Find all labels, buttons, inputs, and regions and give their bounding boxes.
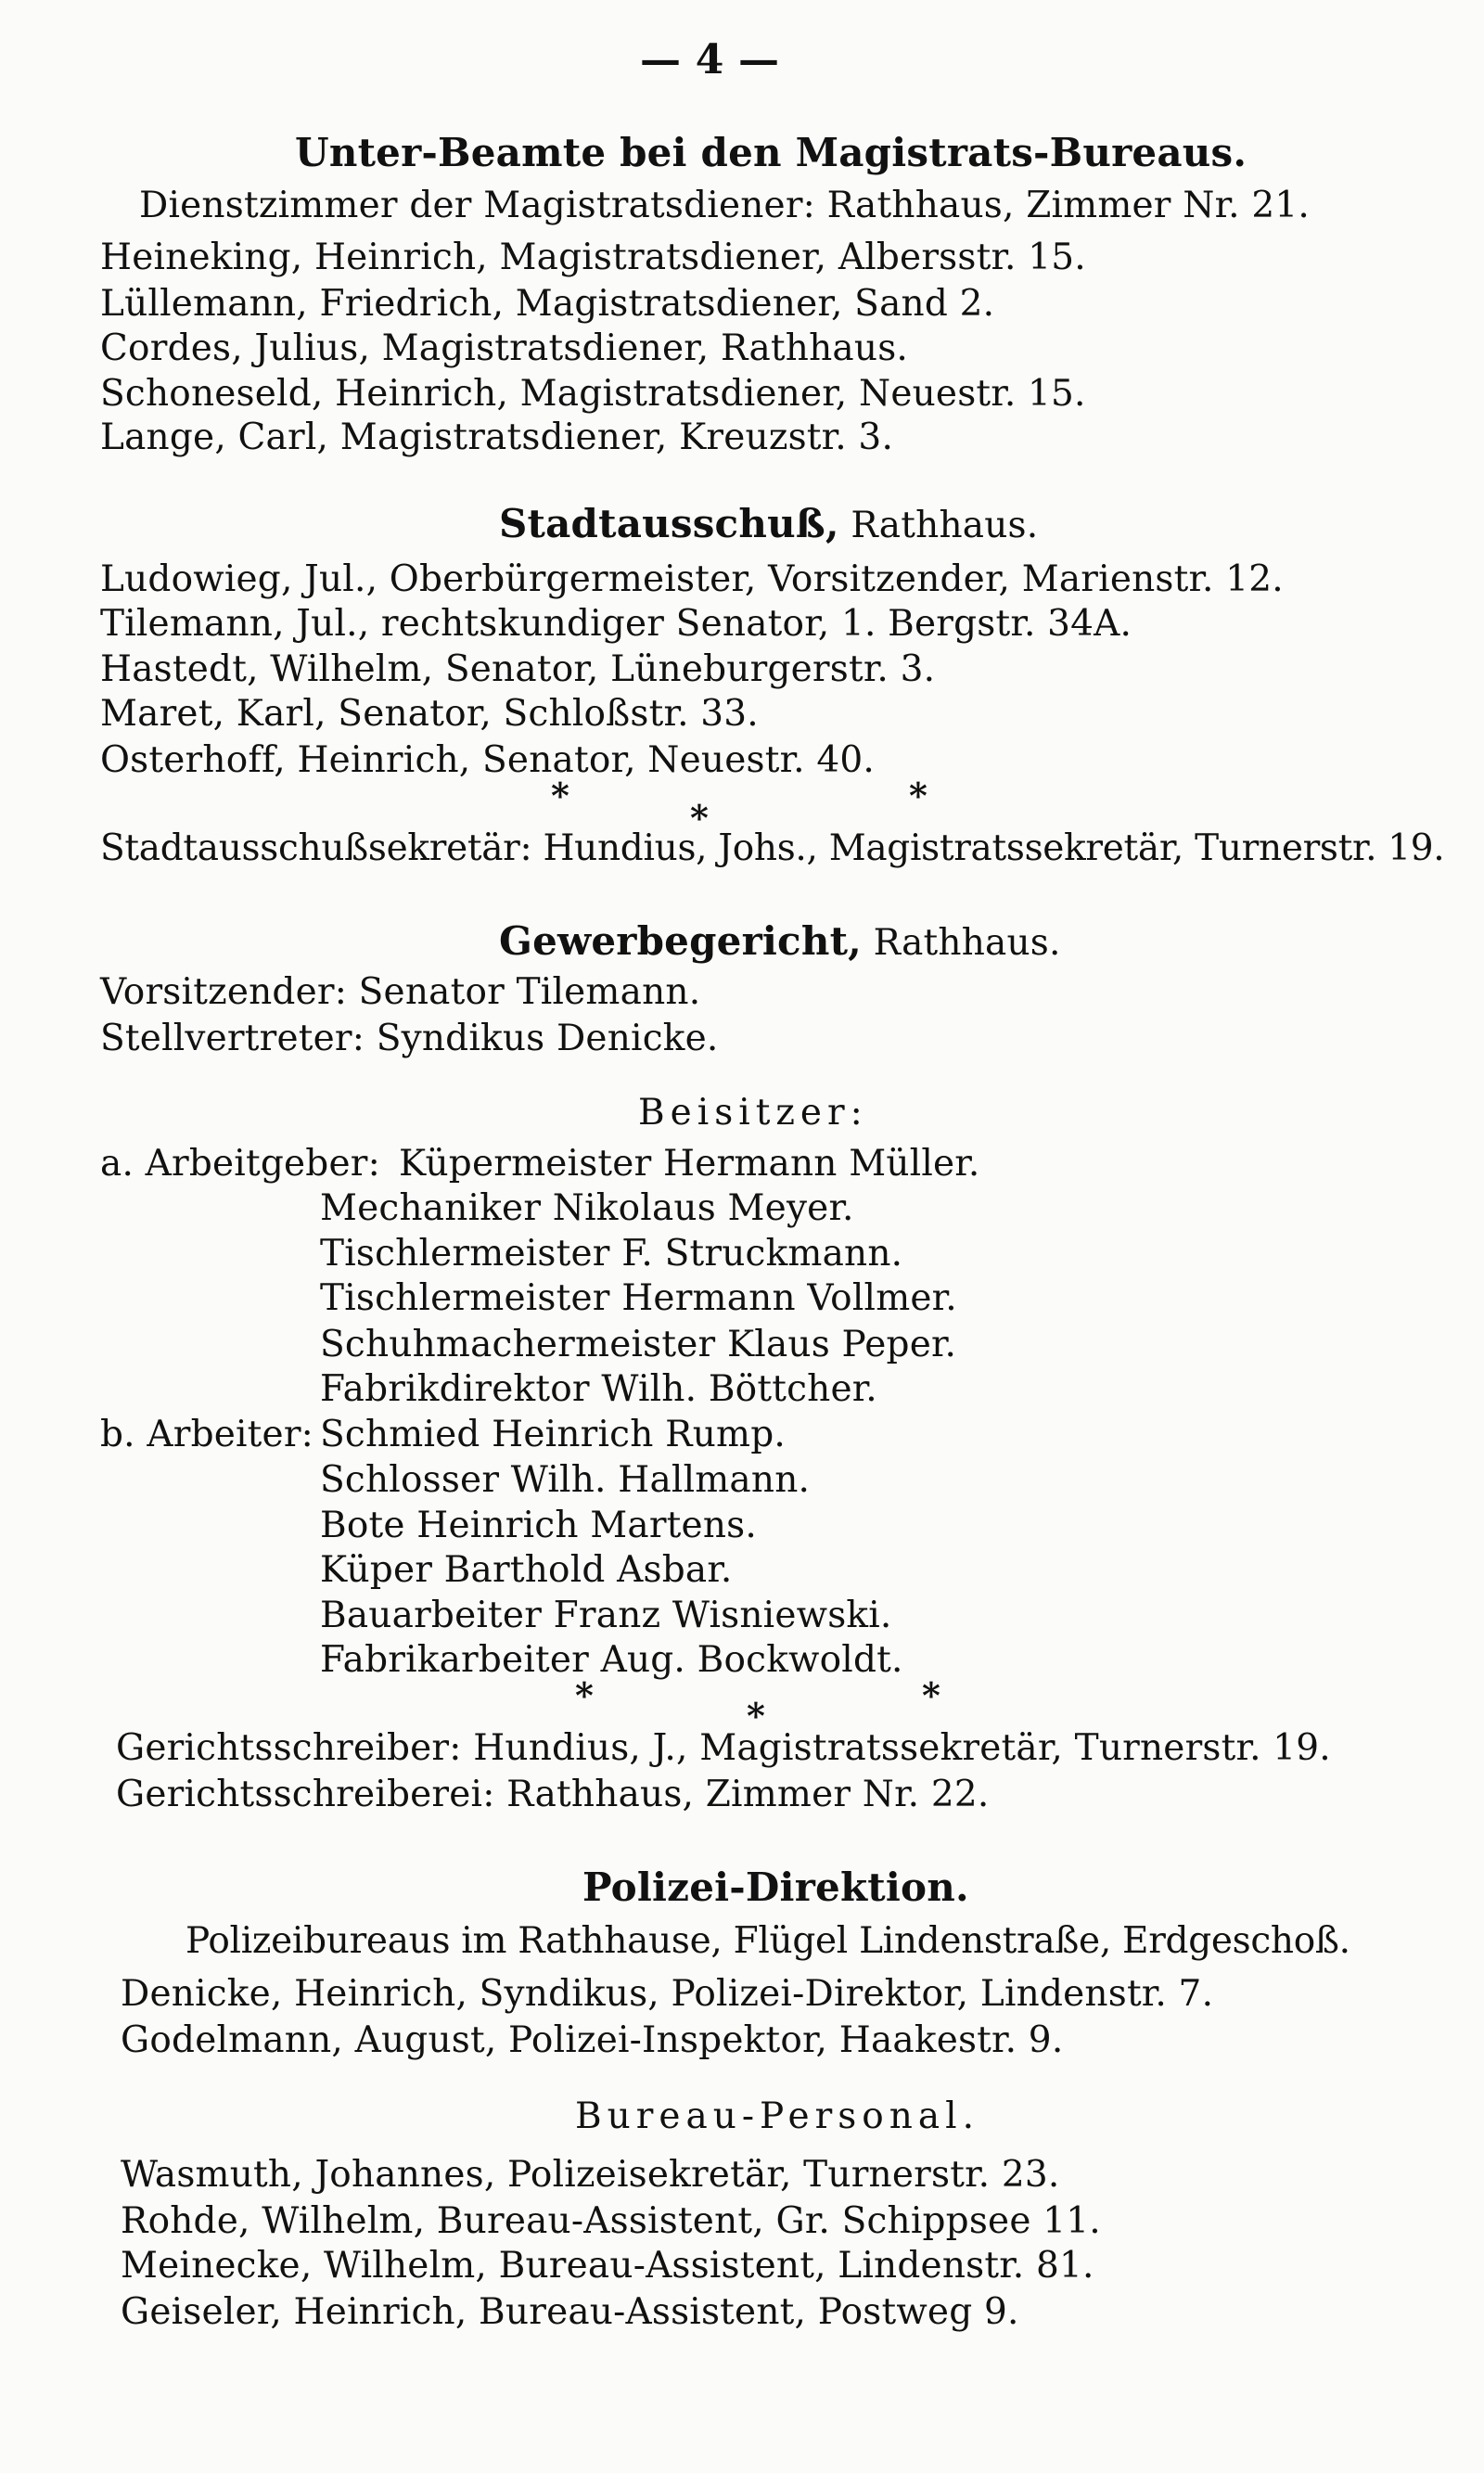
section-title-polizei: Polizei-Direktion.	[582, 1864, 969, 1910]
subsection-title-bureau-personal: Bureau-Personal.	[575, 2095, 979, 2137]
list-item: Geiseler, Heinrich, Bureau-Assistent, Postweg 9.	[121, 2291, 1019, 2333]
asterisk: *	[922, 1674, 940, 1716]
section-title-suffix: Rathhaus.	[873, 922, 1061, 964]
asterisk: *	[747, 1695, 765, 1736]
arbeitgeber-label: a. Arbeitgeber:	[100, 1143, 380, 1185]
text-line: Polizeibureaus im Rathhause, Flügel Lindenstraße, Erdgeschoß.	[186, 1920, 1350, 1962]
text-line: Heineking, Heinrich, Magistratsdiener, Albersstr. 15.	[100, 237, 1086, 278]
list-item: Küper Barthold Asbar.	[320, 1549, 733, 1591]
section-title-gewerbegericht: Gewerbegericht,	[499, 918, 862, 964]
list-item: Fabrikdirektor Wilh. Böttcher.	[320, 1368, 877, 1410]
text-line: Lange, Carl, Magistratsdiener, Kreuzstr. 3.	[100, 416, 894, 458]
text-line: Gerichtsschreiberei: Rathhaus, Zimmer Nr. 22.	[116, 1774, 990, 1815]
section-heading-gewerbegericht	[499, 918, 1061, 967]
section-title-suffix: Rathhaus.	[851, 505, 1039, 546]
text-line: Dienstzimmer der Magistratsdiener: Rathhaus, Zimmer Nr. 21.	[139, 185, 1310, 226]
section-title-unterbeamte: Unter-Beamte bei den Magistrats-Bureaus.	[295, 130, 1247, 175]
text-line: Vorsitzender: Senator Tilemann.	[100, 971, 701, 1013]
text-line: Hastedt, Wilhelm, Senator, Lüneburgerstr. 3.	[100, 648, 936, 690]
text-line: Godelmann, August, Polizei-Inspektor, Haakestr. 9.	[121, 2019, 1064, 2061]
text-line: Tilemann, Jul., rechtskundiger Senator, 1. Bergstr. 34A.	[100, 603, 1132, 645]
text-line: Maret, Karl, Senator, Schloßstr. 33.	[100, 693, 759, 735]
section-title-stadtausschuss: Stadtausschuß,	[499, 501, 839, 546]
list-item: Bauarbeiter Franz Wisniewski.	[320, 1595, 892, 1636]
arbeiter-label: b. Arbeiter:	[100, 1414, 314, 1455]
asterisk: *	[909, 775, 928, 816]
text-line: Stadtausschußsekretär: Hundius, Johs., Magistratssekretär, Turnerstr. 19.	[100, 827, 1445, 869]
asterisk: *	[690, 797, 709, 839]
text-line: Gerichtsschreiber: Hundius, J., Magistratssekretär, Turnerstr. 19.	[116, 1727, 1331, 1769]
text-line: Denicke, Heinrich, Syndikus, Polizei-Direktor, Lindenstr. 7.	[121, 1973, 1214, 2015]
section-heading-stadtausschuss	[499, 501, 1038, 549]
list-item: Rohde, Wilhelm, Bureau-Assistent, Gr. Schippsee 11.	[121, 2200, 1101, 2242]
text-line: Ludowieg, Jul., Oberbürgermeister, Vorsitzender, Marienstr. 12.	[100, 558, 1284, 600]
asterisk: *	[575, 1674, 594, 1716]
list-item: Fabrikarbeiter Aug. Bockwoldt.	[320, 1639, 903, 1681]
text-line: Cordes, Julius, Magistratsdiener, Rathhaus.	[100, 327, 908, 369]
list-item: Schuhmachermeister Klaus Peper.	[320, 1324, 957, 1365]
list-item: Wasmuth, Johannes, Polizeisekretär, Turnerstr. 23.	[121, 2154, 1060, 2196]
list-item: Schmied Heinrich Rump.	[320, 1414, 786, 1455]
text-line: Stellvertreter: Syndikus Denicke.	[100, 1018, 719, 1059]
page-number: — 4 —	[640, 36, 780, 83]
text-line: Schoneseld, Heinrich, Magistratsdiener, Neuestr. 15.	[100, 373, 1086, 415]
list-item: Tischlermeister F. Struckmann.	[320, 1233, 903, 1275]
asterisk: *	[551, 775, 569, 816]
subsection-title-beisitzer: Beisitzer:	[638, 1092, 868, 1134]
list-item: Bote Heinrich Martens.	[320, 1505, 757, 1546]
list-item: Schlosser Wilh. Hallmann.	[320, 1459, 811, 1501]
list-item: Küpermeister Hermann Müller.	[399, 1143, 980, 1185]
text-line: Lüllemann, Friedrich, Magistratsdiener, Sand 2.	[100, 283, 995, 325]
list-item: Tischlermeister Hermann Vollmer.	[320, 1277, 957, 1319]
list-item: Meinecke, Wilhelm, Bureau-Assistent, Lindenstr. 81.	[121, 2245, 1094, 2287]
text-line: Osterhoff, Heinrich, Senator, Neuestr. 40.	[100, 739, 875, 781]
list-item: Mechaniker Nikolaus Meyer.	[320, 1187, 854, 1229]
